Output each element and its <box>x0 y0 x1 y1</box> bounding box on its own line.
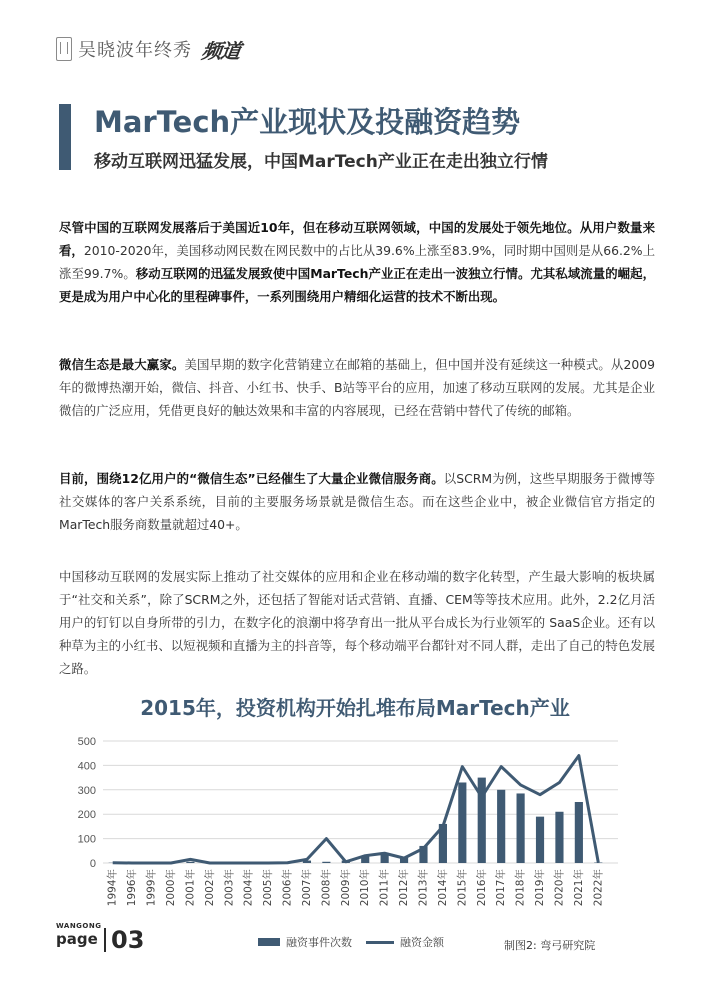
bar <box>458 782 466 863</box>
legend-bar-swatch <box>258 938 280 946</box>
page-subtitle: 移动互联网迅猛发展，中国MarTech产业正在走出独立行情 <box>94 152 548 172</box>
x-tick-label: 2009年 <box>339 869 352 907</box>
x-tick-label: 2020年 <box>553 869 566 907</box>
x-tick-label: 2013年 <box>417 869 430 907</box>
p1-bold-1: 尽管中国的互联网发展落后于美国近10年，但在移动互联网领域，中国的发展处于领先地位。从用户数量来看， <box>59 220 655 258</box>
y-tick-label: 300 <box>77 784 96 797</box>
brand-small-text: WANGONG <box>56 922 102 930</box>
x-tick-label: 2021年 <box>572 869 585 907</box>
chart-title: 2015年，投资机构开始扎堆布局MarTech产业 <box>140 696 570 720</box>
x-tick-label: 2012年 <box>398 869 411 907</box>
bar <box>555 812 563 863</box>
p3-text-1: 以SCRM为例，这些早期服务于微博等社交媒体的客户关系系统，目前的主要服务场景就是微信生态。而在这些企业中，被企业微信官方指定的MarTech服务商数量就超过40+。 <box>59 471 655 532</box>
p4-text-1: 中国移动互联网的发展实际上推动了社交媒体的应用和企业在移动端的数字化转型，产生最大影响的板块属于“社交和关系”，除了SCRM之外，还包括了智能对话式营销、直播、CEM等等技术应用。此外，2.2亿月活用户的钉钉以自身所带的引力，在数字化的浪潮中将孕育出一批从平台成长为行业领军的 SaaS企业。还有以种草为主的小红书、以短视频和直播为主的抖音等，每个移动端平台都针对不同人群，走出了自己的特色发展之路。 <box>59 569 655 676</box>
y-tick-label: 200 <box>77 809 96 822</box>
paragraph-1 <box>59 216 655 308</box>
y-tick-label: 500 <box>77 736 96 748</box>
p1-bold-2: 移动互联网的迅猛发展致使中国MarTech产业正在走出一波独立行情。尤其私域流量的崛起，更是成为用户中心化的里程碑事件，一系列围绕用户精细化运营的技术不断出现。 <box>59 266 655 304</box>
bar <box>497 790 505 863</box>
x-tick-label: 2008年 <box>320 869 333 907</box>
header <box>56 34 240 64</box>
paragraph-4 <box>59 565 655 680</box>
y-tick-label: 100 <box>77 833 96 846</box>
x-tick-label: 2010年 <box>359 869 372 907</box>
x-tick-label: 2017年 <box>495 869 508 907</box>
x-tick-label: 2018年 <box>514 869 527 907</box>
legend-line-swatch <box>366 941 394 944</box>
x-tick-label: 1999年 <box>145 869 158 907</box>
footer-brand <box>56 922 145 954</box>
x-tick-label: 2011年 <box>378 869 391 907</box>
brand-page-text: page <box>56 930 98 948</box>
x-tick-label: 2005年 <box>262 869 275 907</box>
title-accent-bar <box>59 104 71 170</box>
y-tick-label: 400 <box>77 760 96 773</box>
x-tick-label: 2006年 <box>281 869 294 907</box>
bar <box>536 817 544 863</box>
x-tick-label: 2007年 <box>300 869 313 907</box>
page-number: 03 <box>104 928 144 952</box>
x-tick-label: 2014年 <box>436 869 449 907</box>
p3-bold-1: 目前，围绕12亿用户的“微信生态”已经催生了大量企业微信服务商。 <box>59 471 444 486</box>
chart-legend <box>258 934 444 950</box>
legend-bar-label: 融资事件次数 <box>286 936 352 949</box>
x-tick-label: 2015年 <box>456 869 469 907</box>
x-tick-label: 2004年 <box>242 869 255 907</box>
bar <box>517 793 525 863</box>
p1-text-1: 2010-2020年，美国移动网民数在网民数中的占比从39.6%上涨至83.9%，同时期中国则是从66.2%上涨至99.7%。 <box>59 243 656 281</box>
x-tick-label: 1994年 <box>106 869 119 907</box>
chart-source: 制图2: 弯弓研究院 <box>504 939 596 952</box>
x-tick-label: 2001年 <box>184 869 197 907</box>
header-brush-text: 频道 <box>200 38 242 63</box>
x-tick-label: 2003年 <box>223 869 236 907</box>
bar <box>186 862 194 863</box>
x-tick-label: 2022年 <box>592 869 605 907</box>
x-tick-label: 2019年 <box>534 869 547 907</box>
investment-chart <box>0 725 710 925</box>
x-tick-label: 2000年 <box>164 869 177 907</box>
y-tick-label: 0 <box>89 858 96 870</box>
bar <box>322 862 330 863</box>
p2-text-1: 美国早期的数字化营销建立在邮箱的基础上，但中国并没有延续这一种模式。从2009年的微博热潮开始，微信、抖音、小红书、快手、B站等平台的应用，加速了移动互联网的发展。尤其是企业微信的广泛应用，凭借更良好的触达效果和丰富的内容展现，已经在营销中替代了传统的邮箱。 <box>59 357 655 418</box>
line-series <box>113 756 599 863</box>
bar <box>381 854 389 863</box>
paragraph-2 <box>59 353 655 422</box>
logo-icon <box>56 37 72 61</box>
paragraph-3 <box>59 467 655 536</box>
bar <box>575 802 583 863</box>
x-tick-label: 2016年 <box>475 869 488 907</box>
page-title: MarTech产业现状及投融资趋势 <box>94 105 521 139</box>
legend-line-label: 融资金额 <box>400 936 444 949</box>
p2-bold-1: 微信生态是最大赢家。 <box>59 357 185 372</box>
x-tick-label: 1996年 <box>126 869 139 907</box>
header-title: 吴晓波年终秀 <box>78 40 192 61</box>
x-tick-label: 2002年 <box>203 869 216 907</box>
